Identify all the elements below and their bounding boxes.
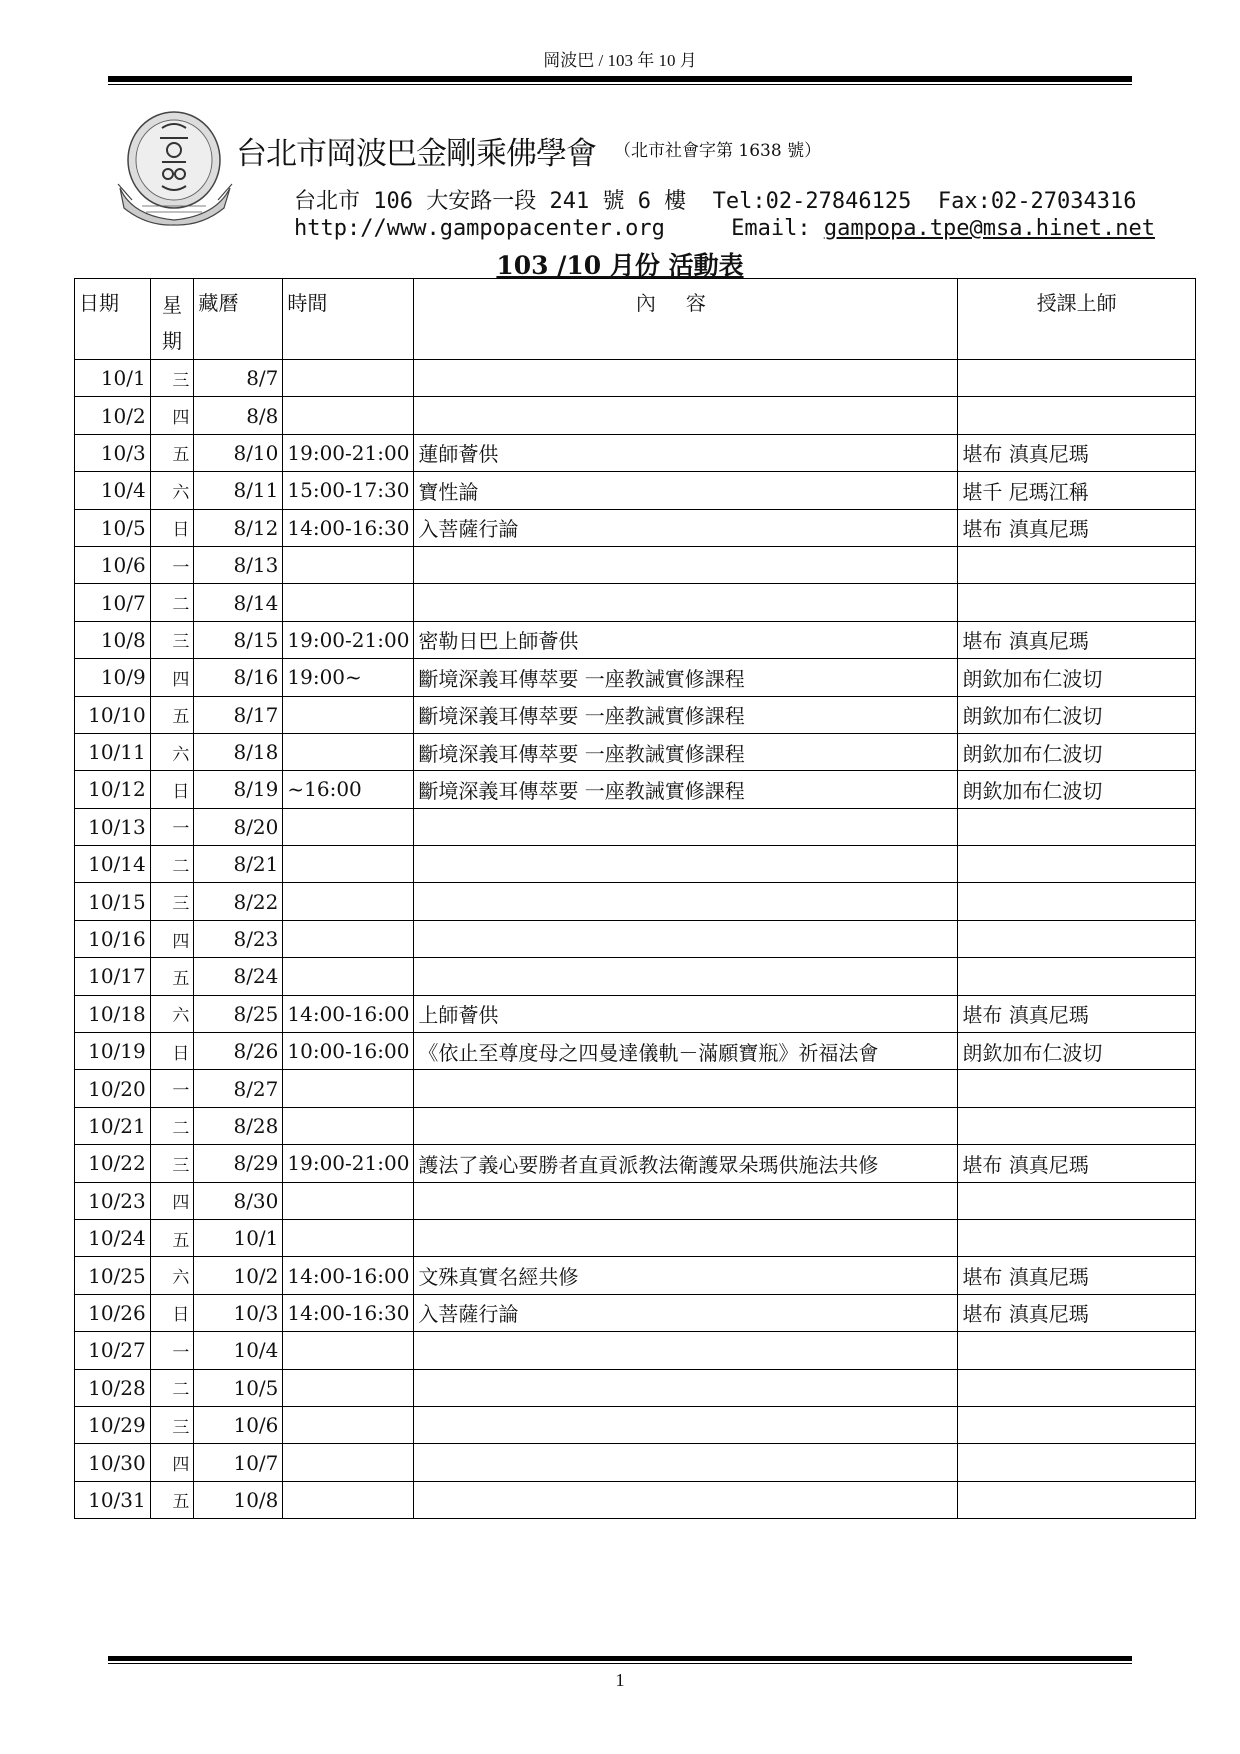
cell-date: 10/26 — [75, 1294, 151, 1331]
schedule-title: 103 /10 月份 活動表 — [496, 251, 744, 280]
cell-date: 10/22 — [75, 1145, 151, 1182]
cell-weekday: 五 — [150, 1219, 194, 1256]
cell-time — [283, 883, 414, 920]
cell-teacher — [958, 1182, 1196, 1219]
cell-content: 護法了義心要勝者直貢派教法衛護眾朵瑪供施法共修 — [414, 1145, 958, 1182]
cell-time: 19:00-21:00 — [283, 1145, 414, 1182]
cell-time — [283, 397, 414, 434]
cell-content — [414, 546, 958, 583]
running-header: 岡波巴 / 103 年 10 月 — [543, 51, 697, 70]
cell-tibetan-date: 10/6 — [194, 1406, 283, 1443]
header-teacher: 授課上師 — [958, 279, 1196, 360]
cell-content — [414, 1444, 958, 1481]
table-row — [75, 771, 1196, 808]
cell-weekday: 三 — [150, 883, 194, 920]
cell-date: 10/16 — [75, 920, 151, 957]
cell-date: 10/18 — [75, 995, 151, 1032]
cell-content — [414, 883, 958, 920]
header-tibetan-date: 藏曆 — [194, 279, 283, 360]
cell-time — [283, 846, 414, 883]
table-row — [75, 1219, 1196, 1256]
header-content: 內容 — [414, 279, 958, 360]
cell-date: 10/21 — [75, 1107, 151, 1144]
cell-teacher — [958, 846, 1196, 883]
cell-date: 10/24 — [75, 1219, 151, 1256]
cell-date: 10/4 — [75, 472, 151, 509]
cell-content: 斷境深義耳傳萃要 一座教誡實修課程 — [414, 696, 958, 733]
table-row — [75, 434, 1196, 471]
cell-weekday: 三 — [150, 1406, 194, 1443]
cell-time — [283, 1406, 414, 1443]
cell-teacher — [958, 397, 1196, 434]
table-row — [75, 883, 1196, 920]
cell-time — [283, 1369, 414, 1406]
cell-weekday: 二 — [150, 846, 194, 883]
cell-time — [283, 1444, 414, 1481]
cell-weekday: 一 — [150, 546, 194, 583]
table-row — [75, 808, 1196, 845]
table-row — [75, 995, 1196, 1032]
cell-content — [414, 920, 958, 957]
cell-teacher: 堪布 滇真尼瑪 — [958, 509, 1196, 546]
organization-logo-icon — [112, 104, 242, 226]
table-header-row — [75, 279, 1196, 360]
cell-tibetan-date: 8/13 — [194, 546, 283, 583]
cell-teacher: 堪布 滇真尼瑪 — [958, 1257, 1196, 1294]
cell-content — [414, 1406, 958, 1443]
table-row — [75, 733, 1196, 770]
cell-content — [414, 1481, 958, 1518]
table-row — [75, 509, 1196, 546]
cell-tibetan-date: 8/23 — [194, 920, 283, 957]
table-row — [75, 1332, 1196, 1369]
cell-teacher — [958, 1070, 1196, 1107]
cell-tibetan-date: 10/7 — [194, 1444, 283, 1481]
cell-date: 10/29 — [75, 1406, 151, 1443]
cell-content — [414, 958, 958, 995]
header-rule — [108, 76, 1132, 82]
cell-date: 10/27 — [75, 1332, 151, 1369]
cell-weekday: 日 — [150, 1033, 194, 1070]
header-date: 日期 — [75, 279, 151, 360]
contact-line — [294, 216, 1155, 241]
cell-teacher — [958, 1406, 1196, 1443]
cell-date: 10/13 — [75, 808, 151, 845]
header-rule-thin — [108, 84, 1132, 85]
cell-teacher — [958, 958, 1196, 995]
cell-tibetan-date: 8/21 — [194, 846, 283, 883]
cell-content: 蓮師薈供 — [414, 434, 958, 471]
cell-tibetan-date: 8/29 — [194, 1145, 283, 1182]
cell-weekday: 五 — [150, 958, 194, 995]
cell-teacher: 堪布 滇真尼瑪 — [958, 995, 1196, 1032]
cell-weekday: 六 — [150, 995, 194, 1032]
cell-time — [283, 733, 414, 770]
cell-teacher — [958, 883, 1196, 920]
cell-tibetan-date: 10/2 — [194, 1257, 283, 1294]
cell-date: 10/14 — [75, 846, 151, 883]
cell-date: 10/7 — [75, 584, 151, 621]
cell-content — [414, 1369, 958, 1406]
cell-teacher: 朗欽加布仁波切 — [958, 771, 1196, 808]
cell-content — [414, 808, 958, 845]
email-label: Email: — [731, 216, 824, 241]
cell-date: 10/3 — [75, 434, 151, 471]
cell-date: 10/28 — [75, 1369, 151, 1406]
cell-teacher — [958, 360, 1196, 397]
cell-teacher: 朗欽加布仁波切 — [958, 659, 1196, 696]
cell-content: 斷境深義耳傳萃要 一座教誡實修課程 — [414, 733, 958, 770]
cell-teacher: 堪千 尼瑪江稱 — [958, 472, 1196, 509]
table-row — [75, 472, 1196, 509]
cell-tibetan-date: 8/17 — [194, 696, 283, 733]
cell-content — [414, 1332, 958, 1369]
cell-teacher: 堪布 滇真尼瑪 — [958, 1145, 1196, 1182]
cell-tibetan-date: 8/27 — [194, 1070, 283, 1107]
cell-tibetan-date: 8/10 — [194, 434, 283, 471]
schedule-body — [75, 360, 1196, 1519]
cell-content: 上師薈供 — [414, 995, 958, 1032]
cell-tibetan-date: 8/16 — [194, 659, 283, 696]
registration-number: （北市社會字第 1638 號） — [614, 141, 822, 161]
cell-time: 14:00-16:00 — [283, 1257, 414, 1294]
cell-teacher — [958, 1332, 1196, 1369]
table-row — [75, 1294, 1196, 1331]
cell-teacher — [958, 1107, 1196, 1144]
cell-time — [283, 1481, 414, 1518]
cell-time: 19:00~ — [283, 659, 414, 696]
cell-teacher — [958, 1369, 1196, 1406]
cell-teacher — [958, 546, 1196, 583]
table-row — [75, 958, 1196, 995]
cell-weekday: 四 — [150, 920, 194, 957]
cell-content — [414, 1107, 958, 1144]
cell-weekday: 五 — [150, 696, 194, 733]
cell-teacher — [958, 1481, 1196, 1518]
cell-weekday: 三 — [150, 621, 194, 658]
cell-weekday: 六 — [150, 733, 194, 770]
cell-teacher: 堪布 滇真尼瑪 — [958, 1294, 1196, 1331]
cell-time — [283, 546, 414, 583]
cell-tibetan-date: 10/1 — [194, 1219, 283, 1256]
table-row — [75, 1444, 1196, 1481]
cell-time — [283, 1332, 414, 1369]
cell-weekday: 一 — [150, 808, 194, 845]
cell-date: 10/20 — [75, 1070, 151, 1107]
cell-date: 10/11 — [75, 733, 151, 770]
cell-tibetan-date: 8/28 — [194, 1107, 283, 1144]
cell-tibetan-date: 8/15 — [194, 621, 283, 658]
cell-weekday: 日 — [150, 771, 194, 808]
cell-date: 10/17 — [75, 958, 151, 995]
cell-date: 10/8 — [75, 621, 151, 658]
table-row — [75, 846, 1196, 883]
cell-time — [283, 584, 414, 621]
cell-tibetan-date: 10/8 — [194, 1481, 283, 1518]
cell-content: 密勒日巴上師薈供 — [414, 621, 958, 658]
cell-content: 寶性論 — [414, 472, 958, 509]
table-row — [75, 1070, 1196, 1107]
footer-rule-thin — [108, 1663, 1132, 1664]
cell-weekday: 六 — [150, 1257, 194, 1294]
table-row — [75, 1406, 1196, 1443]
cell-time: 19:00-21:00 — [283, 621, 414, 658]
cell-teacher: 朗欽加布仁波切 — [958, 1033, 1196, 1070]
cell-date: 10/12 — [75, 771, 151, 808]
cell-content — [414, 1219, 958, 1256]
cell-weekday: 四 — [150, 397, 194, 434]
cell-teacher — [958, 1444, 1196, 1481]
cell-teacher: 朗欽加布仁波切 — [958, 733, 1196, 770]
cell-date: 10/25 — [75, 1257, 151, 1294]
cell-tibetan-date: 8/19 — [194, 771, 283, 808]
cell-content — [414, 584, 958, 621]
cell-date: 10/2 — [75, 397, 151, 434]
cell-tibetan-date: 8/8 — [194, 397, 283, 434]
header-time: 時間 — [283, 279, 414, 360]
cell-time: 14:00-16:30 — [283, 509, 414, 546]
cell-time — [283, 920, 414, 957]
footer-rule — [108, 1656, 1132, 1661]
table-row — [75, 584, 1196, 621]
cell-weekday: 二 — [150, 1369, 194, 1406]
cell-time: 14:00-16:00 — [283, 995, 414, 1032]
table-row — [75, 696, 1196, 733]
cell-date: 10/15 — [75, 883, 151, 920]
cell-tibetan-date: 10/3 — [194, 1294, 283, 1331]
cell-time: 14:00-16:30 — [283, 1294, 414, 1331]
cell-weekday: 四 — [150, 1182, 194, 1219]
table-row — [75, 1369, 1196, 1406]
cell-tibetan-date: 8/20 — [194, 808, 283, 845]
table-row — [75, 659, 1196, 696]
cell-content: 《依止至尊度母之四曼達儀軌－滿願寶瓶》祈福法會 — [414, 1033, 958, 1070]
cell-date: 10/5 — [75, 509, 151, 546]
cell-weekday: 日 — [150, 1294, 194, 1331]
cell-tibetan-date: 10/4 — [194, 1332, 283, 1369]
cell-tibetan-date: 8/14 — [194, 584, 283, 621]
cell-teacher: 堪布 滇真尼瑪 — [958, 434, 1196, 471]
cell-time — [283, 808, 414, 845]
cell-weekday: 一 — [150, 1332, 194, 1369]
cell-content — [414, 1070, 958, 1107]
table-row — [75, 1481, 1196, 1518]
cell-time: 10:00-16:00 — [283, 1033, 414, 1070]
table-row — [75, 360, 1196, 397]
cell-content: 入菩薩行論 — [414, 509, 958, 546]
cell-weekday: 五 — [150, 1481, 194, 1518]
cell-time — [283, 1070, 414, 1107]
cell-teacher: 朗欽加布仁波切 — [958, 696, 1196, 733]
cell-time — [283, 696, 414, 733]
cell-time — [283, 1182, 414, 1219]
cell-tibetan-date: 8/18 — [194, 733, 283, 770]
table-row — [75, 1182, 1196, 1219]
cell-weekday: 四 — [150, 1444, 194, 1481]
page-number: 1 — [615, 1670, 625, 1690]
cell-time — [283, 958, 414, 995]
email-link[interactable]: gampopa.tpe@msa.hinet.net — [823, 216, 1155, 241]
cell-tibetan-date: 8/22 — [194, 883, 283, 920]
website-link[interactable]: http://www.gampopacenter.org — [294, 216, 665, 241]
cell-weekday: 一 — [150, 1070, 194, 1107]
cell-weekday: 五 — [150, 434, 194, 471]
schedule-table — [74, 278, 1196, 1519]
cell-date: 10/1 — [75, 360, 151, 397]
cell-tibetan-date: 8/11 — [194, 472, 283, 509]
cell-tibetan-date: 8/26 — [194, 1033, 283, 1070]
table-row — [75, 1145, 1196, 1182]
cell-weekday: 四 — [150, 659, 194, 696]
cell-content — [414, 1182, 958, 1219]
organization-name: 台北市岡波巴金剛乘佛學會 — [236, 136, 596, 172]
cell-content — [414, 846, 958, 883]
table-row — [75, 546, 1196, 583]
cell-tibetan-date: 8/30 — [194, 1182, 283, 1219]
table-row — [75, 1033, 1196, 1070]
cell-tibetan-date: 8/24 — [194, 958, 283, 995]
cell-date: 10/10 — [75, 696, 151, 733]
cell-time: 15:00-17:30 — [283, 472, 414, 509]
cell-time — [283, 360, 414, 397]
cell-tibetan-date: 10/5 — [194, 1369, 283, 1406]
cell-teacher: 堪布 滇真尼瑪 — [958, 621, 1196, 658]
table-row — [75, 621, 1196, 658]
cell-time: ~16:00 — [283, 771, 414, 808]
cell-weekday: 二 — [150, 584, 194, 621]
cell-content: 入菩薩行論 — [414, 1294, 958, 1331]
cell-content: 斷境深義耳傳萃要 一座教誡實修課程 — [414, 771, 958, 808]
cell-date: 10/9 — [75, 659, 151, 696]
cell-weekday: 三 — [150, 360, 194, 397]
cell-tibetan-date: 8/25 — [194, 995, 283, 1032]
cell-time — [283, 1107, 414, 1144]
table-row — [75, 1107, 1196, 1144]
cell-content: 斷境深義耳傳萃要 一座教誡實修課程 — [414, 659, 958, 696]
cell-date: 10/31 — [75, 1481, 151, 1518]
cell-time: 19:00-21:00 — [283, 434, 414, 471]
cell-weekday: 日 — [150, 509, 194, 546]
cell-content — [414, 360, 958, 397]
cell-date: 10/30 — [75, 1444, 151, 1481]
cell-teacher — [958, 1219, 1196, 1256]
cell-weekday: 三 — [150, 1145, 194, 1182]
header-weekday: 星 期 — [150, 279, 194, 360]
cell-weekday: 六 — [150, 472, 194, 509]
cell-tibetan-date: 8/12 — [194, 509, 283, 546]
address-line: 台北市 106 大安路一段 241 號 6 樓 Tel:02-27846125 Fax:02-27034316 — [294, 189, 1137, 214]
cell-teacher — [958, 584, 1196, 621]
cell-content: 文殊真實名經共修 — [414, 1257, 958, 1294]
table-row — [75, 920, 1196, 957]
cell-teacher — [958, 920, 1196, 957]
cell-tibetan-date: 8/7 — [194, 360, 283, 397]
cell-weekday: 二 — [150, 1107, 194, 1144]
cell-content — [414, 397, 958, 434]
table-row — [75, 397, 1196, 434]
cell-time — [283, 1219, 414, 1256]
cell-teacher — [958, 808, 1196, 845]
cell-date: 10/23 — [75, 1182, 151, 1219]
table-row — [75, 1257, 1196, 1294]
cell-date: 10/6 — [75, 546, 151, 583]
cell-date: 10/19 — [75, 1033, 151, 1070]
